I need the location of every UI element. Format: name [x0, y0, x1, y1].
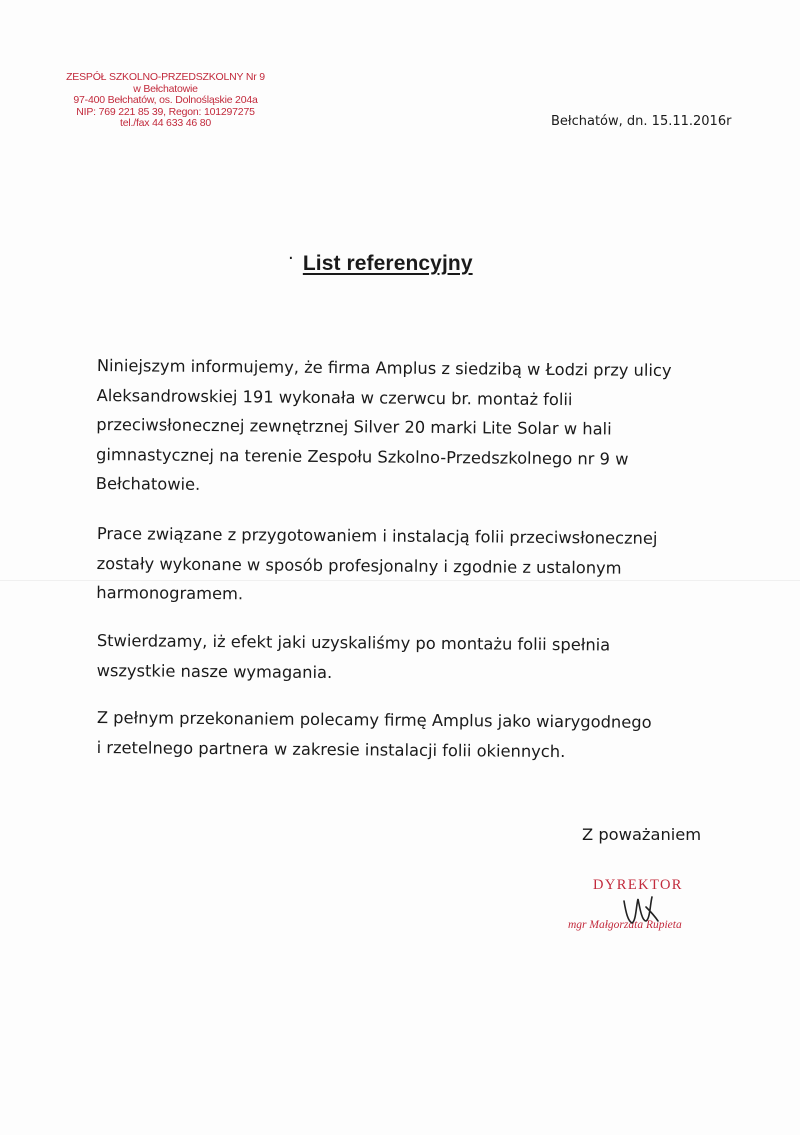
paragraph-line: i rzetelnego partnera w zakresie instalacji folii okiennych. [96, 737, 566, 761]
director-signature-block [560, 877, 740, 947]
paragraph-3 [96, 626, 736, 691]
closing-salutation: Z poważaniem [582, 825, 702, 844]
paragraph-2 [96, 519, 737, 613]
paragraph-line: gimnastycznej na terenie Zespołu Szkolno-Przedszkolnego nr 9 w [96, 444, 629, 469]
paragraph-line: harmonogramem. [96, 582, 244, 604]
paragraph-line: Prace związane z przygotowaniem i instalacją folii przeciwsłonecznej [96, 523, 658, 548]
stamp-line: NIP: 769 221 85 39, Regon: 101297275 [76, 105, 255, 118]
paragraph-line: Stwierdzamy, iż efekt jaki uzyskaliśmy po montażu folii spełnia [96, 630, 611, 655]
stamp-line: ZESPÓŁ SZKOLNO-PRZEDSZKOLNY Nr 9 [66, 71, 265, 83]
paragraph-line: wszystkie nasze wymagania. [96, 660, 333, 682]
stamp-line: w Bełchatowie [133, 82, 198, 95]
stamp-line: tel./fax 44 633 46 80 [120, 117, 211, 130]
paragraph-line: Bełchatowie. [95, 473, 201, 494]
director-title: DYREKTOR [593, 877, 683, 893]
paragraph-line: przeciwsłonecznej zewnętrznej Silver 20 marki Lite Solar w hali [96, 414, 612, 439]
paragraph-line: Niniejszym informujemy, że firma Amplus z siedzibą w Łodzi przy ulicy [96, 355, 672, 381]
paragraph-line: Aleksandrowskiej 191 wykonała w czerwcu br. montaż folii [96, 385, 573, 409]
paragraph-4 [96, 703, 736, 768]
letter-date: Bełchatów, dn. 15.11.2016r [551, 114, 732, 129]
paragraph-line: zostały wykonane w sposób profesjonalny i zgodnie z ustalonym [96, 553, 622, 578]
paragraph-line: Z pełnym przekonaniem polecamy firmę Amplus jako wiarygodnego [96, 707, 652, 732]
handwritten-signature-icon [618, 891, 662, 935]
school-stamp [58, 72, 273, 130]
letter-title: List referencyjny [302, 252, 473, 275]
paragraph-1 [96, 351, 737, 504]
stamp-line: 97-400 Bełchatów, os. Dolnośląskie 204a [73, 94, 258, 107]
director-name: mgr Małgorzata Rupieta [568, 919, 682, 931]
letter-title-wrap [288, 248, 473, 276]
title-dot: · [288, 248, 294, 269]
